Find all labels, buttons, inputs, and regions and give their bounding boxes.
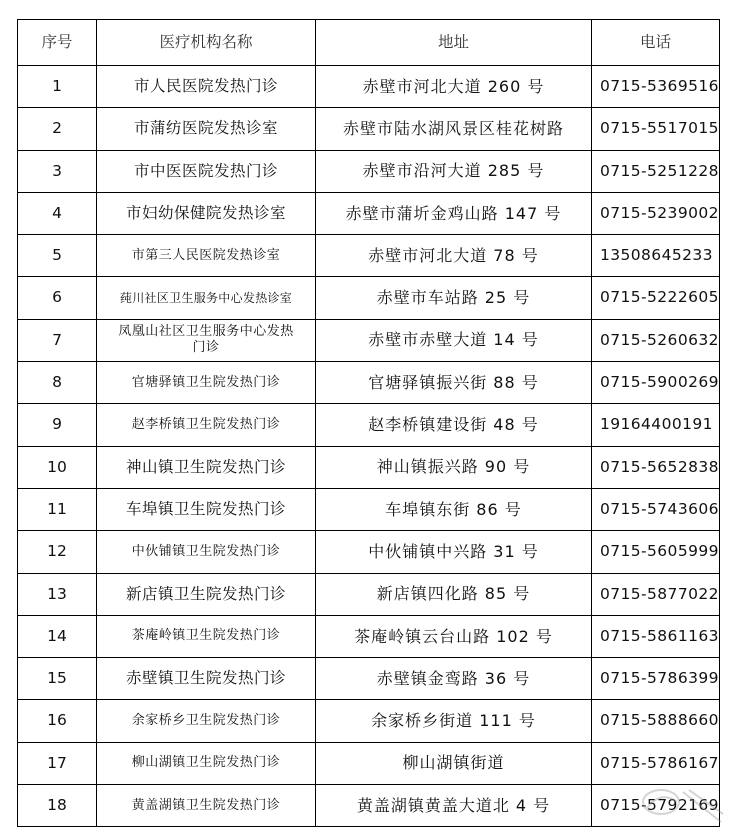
row-address: 赤壁市沿河大道 285 号 [316,150,592,192]
table-row [18,319,720,361]
row-serial: 7 [18,319,97,361]
row-phone: 0715-5652838 [592,446,720,488]
row-phone: 19164400191 [592,404,720,446]
row-serial: 14 [18,615,97,657]
table-header-row [18,20,720,66]
row-address: 新店镇四化路 85 号 [316,573,592,615]
table-row [18,66,720,108]
row-address: 赤壁市河北大道 260 号 [316,66,592,108]
table-row [18,531,720,573]
row-address: 余家桥乡街道 111 号 [316,700,592,742]
header-institution-name: 医疗机构名称 [97,20,316,66]
row-institution-name: 市第三人民医院发热诊室 [97,235,316,277]
row-serial: 9 [18,404,97,446]
row-phone: 0715-5792169 [592,785,720,827]
row-serial: 6 [18,277,97,319]
row-phone: 0715-5369516 [592,66,720,108]
table-row [18,108,720,150]
header-address: 地址 [316,20,592,66]
table-row [18,277,720,319]
table-row [18,150,720,192]
table-row [18,615,720,657]
row-serial: 18 [18,785,97,827]
row-phone: 0715-5861163 [592,615,720,657]
row-institution-name: 市人民医院发热门诊 [97,66,316,108]
row-address: 赤壁市车站路 25 号 [316,277,592,319]
row-address: 官塘驿镇振兴街 88 号 [316,362,592,404]
row-address: 赤壁市赤壁大道 14 号 [316,319,592,361]
row-phone: 0715-5239002 [592,192,720,234]
row-institution-name: 市妇幼保健院发热诊室 [97,192,316,234]
row-phone: 0715-5605999 [592,531,720,573]
table-row [18,488,720,530]
row-institution-name: 新店镇卫生院发热门诊 [97,573,316,615]
row-phone: 0715-5900269 [592,362,720,404]
row-phone: 0715-5786399 [592,658,720,700]
row-address: 赤壁市陆水湖风景区桂花树路 [316,108,592,150]
row-serial: 15 [18,658,97,700]
row-serial: 4 [18,192,97,234]
table-row [18,446,720,488]
row-institution-name: 赵李桥镇卫生院发热门诊 [97,404,316,446]
table-row [18,192,720,234]
row-institution-name: 中伙铺镇卫生院发热门诊 [97,531,316,573]
row-serial: 16 [18,700,97,742]
row-institution-name: 茶庵岭镇卫生院发热门诊 [97,615,316,657]
row-institution-name: 市中医医院发热门诊 [97,150,316,192]
header-serial: 序号 [18,20,97,66]
row-serial: 1 [18,66,97,108]
row-serial: 5 [18,235,97,277]
table-row [18,658,720,700]
row-phone: 0715-5222605 [592,277,720,319]
row-address: 柳山湖镇街道 [316,742,592,784]
row-phone: 0715-5260632 [592,319,720,361]
row-institution-name: 余家桥乡卫生院发热门诊 [97,700,316,742]
row-institution-name: 柳山湖镇卫生院发热门诊 [97,742,316,784]
header-phone: 电话 [592,20,720,66]
row-serial: 3 [18,150,97,192]
clinic-table [17,19,720,827]
row-phone: 0715-5517015 [592,108,720,150]
row-address: 车埠镇东街 86 号 [316,488,592,530]
table-row [18,573,720,615]
row-phone: 13508645233 [592,235,720,277]
table-row [18,235,720,277]
row-phone: 0715-5888660 [592,700,720,742]
row-address: 黄盖湖镇黄盖大道北 4 号 [316,785,592,827]
row-address: 中伙铺镇中兴路 31 号 [316,531,592,573]
row-institution-name: 车埠镇卫生院发热门诊 [97,488,316,530]
row-address: 赤壁市河北大道 78 号 [316,235,592,277]
row-address: 赤壁市蒲圻金鸡山路 147 号 [316,192,592,234]
row-serial: 13 [18,573,97,615]
row-phone: 0715-5251228 [592,150,720,192]
row-serial: 2 [18,108,97,150]
table-row [18,362,720,404]
row-institution-name: 市蒲纺医院发热诊室 [97,108,316,150]
row-serial: 12 [18,531,97,573]
row-institution-name: 官塘驿镇卫生院发热门诊 [97,362,316,404]
table-row [18,785,720,827]
row-institution-name: 黄盖湖镇卫生院发热门诊 [97,785,316,827]
row-address: 茶庵岭镇云台山路 102 号 [316,615,592,657]
row-institution-name: 赤壁镇卫生院发热门诊 [97,658,316,700]
row-institution-name: 凤凰山社区卫生服务中心发热门诊 [97,319,316,361]
row-phone: 0715-5786167 [592,742,720,784]
row-address: 赤壁镇金鸾路 36 号 [316,658,592,700]
watermark-logo-icon [631,772,727,830]
row-address: 神山镇振兴路 90 号 [316,446,592,488]
table-row [18,742,720,784]
row-phone: 0715-5743606 [592,488,720,530]
row-serial: 8 [18,362,97,404]
row-serial: 17 [18,742,97,784]
table-row [18,404,720,446]
row-serial: 11 [18,488,97,530]
row-address: 赵李桥镇建设街 48 号 [316,404,592,446]
table-row [18,700,720,742]
row-phone: 0715-5877022 [592,573,720,615]
row-institution-name: 莼川社区卫生服务中心发热诊室 [97,277,316,319]
row-institution-name: 神山镇卫生院发热门诊 [97,446,316,488]
row-serial: 10 [18,446,97,488]
